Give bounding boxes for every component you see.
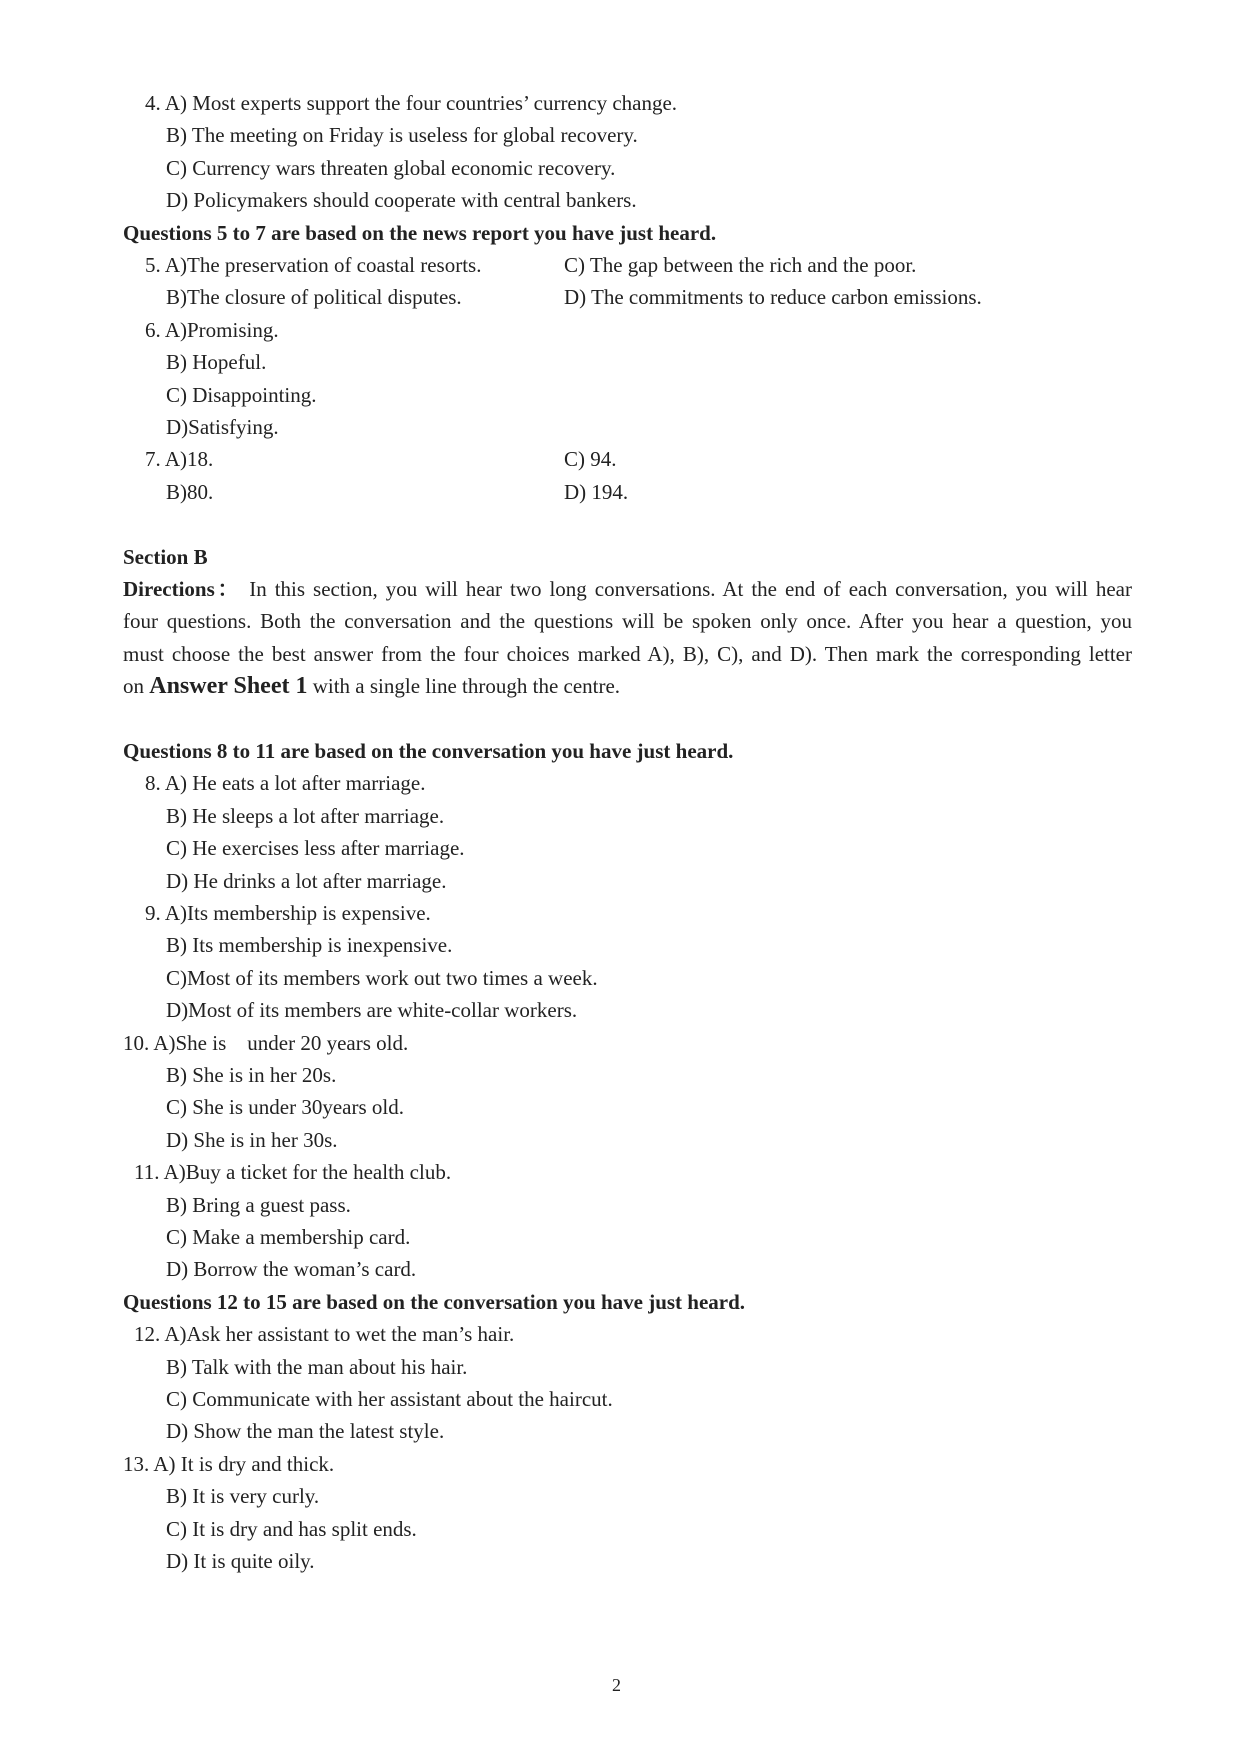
question-line (123, 1027, 408, 1059)
question-number: 6. (145, 317, 161, 342)
question-number: 11. (134, 1160, 160, 1185)
question-number: 7. (145, 447, 161, 472)
question-number: 4. (145, 91, 161, 115)
option-a: A)Its membership is expensive. (164, 901, 431, 925)
question-line (145, 249, 481, 281)
option-c: C) 94. (564, 447, 617, 472)
option-c: C) The gap between the rich and the poor. (564, 253, 917, 277)
option-b: B)The closure of political disputes. (166, 285, 462, 310)
question-line (145, 87, 677, 119)
option-a: A)Buy a ticket for the health club. (163, 1160, 452, 1185)
option-b: B) Hopeful. (166, 350, 267, 375)
option-c: C) Disappointing. (166, 382, 317, 407)
option-c: C)Most of its members work out two times a week. (166, 965, 598, 990)
question-line (145, 897, 431, 929)
directions-line (123, 670, 1132, 702)
option-c: C) He exercises less after marriage. (166, 836, 465, 861)
question-line (145, 314, 279, 346)
option-a: A)Ask her assistant to wet the man’s hair. (164, 1322, 515, 1347)
option-a: A)She is under 20 years old. (153, 1030, 409, 1055)
directions-line (123, 638, 1132, 670)
option-a: A) Most experts support the four countries’ currency change. (164, 91, 678, 115)
directions-text: four questions. Both the conversation and the questions will be spoken only once. After you hear a question, you (123, 609, 1132, 634)
option-d: D) He drinks a lot after marriage. (166, 868, 447, 893)
questions-header: Questions 8 to 11 are based on the conversation you have just heard. (123, 739, 734, 763)
option-d: D) The commitments to reduce carbon emissions. (564, 285, 982, 310)
question-line (123, 1448, 334, 1480)
option-d: D) 194. (564, 479, 629, 504)
directions-text: In this section, you will hear two long conversations. At the end of each conversation, you will hear (249, 577, 1132, 601)
option-a: A)18. (164, 447, 214, 472)
option-b: B) The meeting on Friday is useless for global recovery. (166, 123, 638, 148)
option-c: C) Make a membership card. (166, 1225, 411, 1249)
option-a: A)The preservation of coastal resorts. (164, 253, 482, 277)
page-number: 2 (612, 1675, 621, 1695)
option-a: A) It is dry and thick. (153, 1451, 335, 1476)
option-c: C) It is dry and has split ends. (166, 1516, 417, 1541)
directions-text: must choose the best answer from the four choices marked A), B), C), and D). Then mark the corresponding letter (123, 641, 1132, 666)
question-line (134, 1318, 514, 1350)
option-d: D) It is quite oily. (166, 1549, 315, 1573)
questions-header: Questions 12 to 15 are based on the conversation you have just heard. (123, 1289, 746, 1314)
answer-sheet-label: Answer Sheet 1 (149, 673, 308, 700)
option-a: A) He eats a lot after marriage. (164, 771, 426, 796)
question-number: 12. (134, 1322, 161, 1347)
option-b: B) Talk with the man about his hair. (166, 1354, 468, 1379)
option-b: B) It is very curly. (166, 1484, 320, 1509)
option-d: D)Satisfying. (166, 415, 279, 439)
option-c: C) Currency wars threaten global economic recovery. (166, 155, 616, 180)
option-b: B)80. (166, 479, 214, 504)
question-line (145, 767, 425, 799)
option-b: B) Bring a guest pass. (166, 1192, 351, 1217)
directions-line (123, 573, 1132, 605)
question-number: 9. (145, 901, 161, 925)
question-line (134, 1156, 451, 1188)
directions-text: with a single line through the centre. (307, 674, 621, 699)
option-d: D)Most of its members are white-collar workers. (166, 998, 578, 1023)
directions-label: Directions： (123, 577, 242, 601)
option-a: A)Promising. (164, 317, 279, 342)
option-d: D) Policymakers should cooperate with central bankers. (166, 188, 637, 213)
option-b: B) He sleeps a lot after marriage. (166, 803, 445, 828)
directions-text: on (123, 674, 150, 699)
question-line (145, 443, 213, 475)
option-d: D) Show the man the latest style. (166, 1419, 445, 1444)
option-c: C) She is under 30years old. (166, 1095, 404, 1120)
question-number: 13. (123, 1451, 150, 1476)
section-title: Section B (123, 544, 208, 569)
option-c: C) Communicate with her assistant about the haircut. (166, 1387, 613, 1411)
question-number: 8. (145, 771, 161, 796)
option-d: D) She is in her 30s. (166, 1127, 338, 1152)
question-number: 10. (123, 1030, 150, 1055)
option-b: B) She is in her 20s. (166, 1063, 337, 1087)
option-b: B) Its membership is inexpensive. (166, 933, 453, 958)
directions-line (123, 605, 1132, 637)
questions-header: Questions 5 to 7 are based on the news report you have just heard. (123, 220, 717, 245)
option-d: D) Borrow the woman’s card. (166, 1257, 417, 1282)
question-number: 5. (145, 253, 161, 277)
